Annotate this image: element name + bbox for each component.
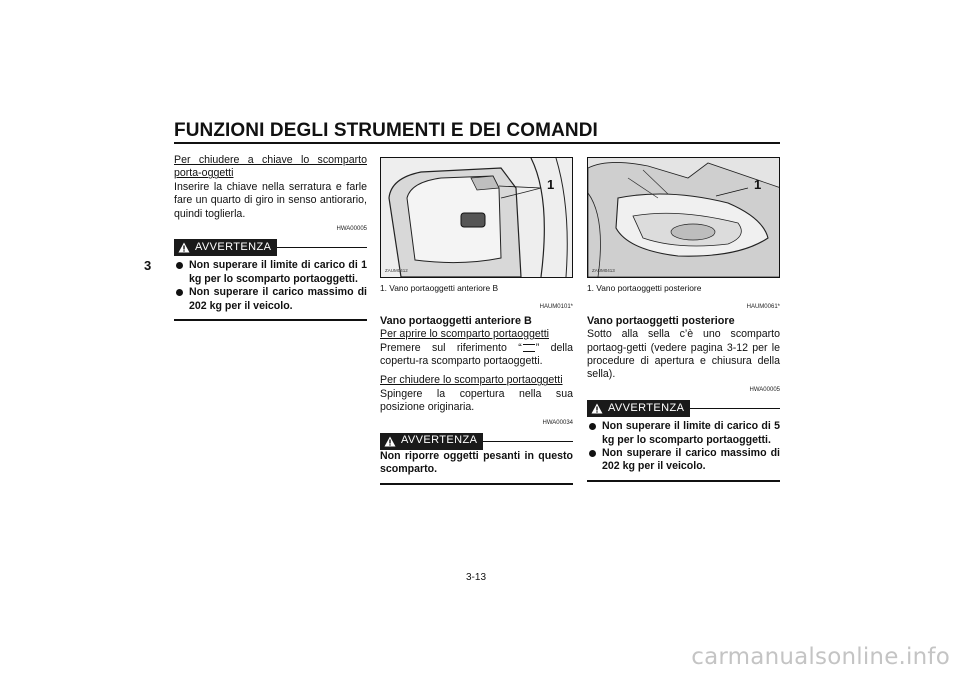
open-body-end: ” della copertu-ra scomparto portaoggetti. <box>380 341 573 368</box>
warning-triangle-icon <box>591 403 603 414</box>
warning-triangle-icon <box>178 242 190 253</box>
header-rule <box>174 142 780 144</box>
close-body: Spingere la copertura nella sua posizione originaria. <box>380 387 573 414</box>
warning-list <box>587 420 780 474</box>
close-subheading: Per chiudere lo scomparto portaoggetti <box>380 374 563 387</box>
warning-badge <box>174 239 277 256</box>
open-body <box>380 342 573 369</box>
open-subheading: Per aprire lo scomparto portaoggetti <box>380 328 549 341</box>
section-code: HAUM0061* <box>746 304 780 311</box>
figure-caption: 1. Vano portaoggetti anteriore B <box>380 283 499 293</box>
open-body-start: Premere sul riferimento “ <box>380 341 522 354</box>
warning-list <box>174 259 367 313</box>
watermark: carmanualsonline.info <box>691 644 950 670</box>
warning-header <box>587 399 780 417</box>
warning-rule <box>277 247 367 248</box>
rear-compartment-body: Sotto alla sella c’è uno scomparto portaog-getti (vedere pagina 3-12 per le procedure di apertura e chiusura della sella). <box>587 328 780 381</box>
section-code: HAUM0101* <box>539 304 573 311</box>
menu-icon <box>523 344 535 352</box>
section-title: Vano portaoggetti posteriore <box>587 314 735 327</box>
warning-text: Non riporre oggetti pesanti in questo scomparto. <box>380 450 573 476</box>
warning-rule <box>690 408 780 409</box>
warning-end-rule <box>587 480 780 482</box>
warning-badge <box>587 400 690 417</box>
warning-header <box>174 238 367 256</box>
list-item: Non superare il carico massimo di 202 kg per il veicolo. <box>587 447 780 474</box>
middle-column <box>380 157 573 485</box>
warning-header <box>380 432 573 450</box>
front-compartment-photo <box>380 157 573 278</box>
warning-end-rule <box>174 319 367 321</box>
figure-callout: 1 <box>754 177 762 192</box>
rear-compartment-illustration <box>588 158 780 277</box>
warning-label: AVVERTENZA <box>401 434 478 447</box>
warning-code: HWA00034 <box>542 419 573 426</box>
figure-code: ZAUM0412 <box>385 268 408 273</box>
page-number: 3-13 <box>466 572 487 583</box>
warning-end-rule <box>380 483 573 485</box>
lock-compartment-subheading: Per chiudere a chiave lo scomparto porta-oggetti <box>174 154 367 180</box>
section-title: Vano portaoggetti anteriore B <box>380 314 532 327</box>
chapter-number: 3 <box>144 258 152 273</box>
rear-compartment-photo <box>587 157 780 278</box>
warning-code: HWA00005 <box>749 386 780 393</box>
figure-code: ZAUM0413 <box>592 268 615 273</box>
right-column <box>587 157 780 482</box>
figure-callout: 1 <box>547 177 555 192</box>
list-item: Non superare il carico massimo di 202 kg per il veicolo. <box>174 286 367 313</box>
warning-code: HWA00005 <box>336 226 367 233</box>
warning-rule <box>483 441 573 442</box>
lock-compartment-body: Inserire la chiave nella serratura e farle fare un quarto di giro in senso antiorario, quindi toglierla. <box>174 180 367 220</box>
left-column <box>174 154 367 321</box>
warning-label: AVVERTENZA <box>608 401 685 414</box>
page-title: FUNZIONI DEGLI STRUMENTI E DEI COMANDI <box>174 120 598 141</box>
warning-triangle-icon <box>384 436 396 447</box>
warning-label: AVVERTENZA <box>195 240 272 253</box>
warning-badge <box>380 433 483 450</box>
figure-caption: 1. Vano portaoggetti posteriore <box>587 283 702 293</box>
front-compartment-illustration <box>381 158 573 277</box>
list-item: Non superare il limite di carico di 5 kg per lo scomparto portaoggetti. <box>587 420 780 447</box>
list-item: Non superare il limite di carico di 1 kg per lo scomparto portaoggetti. <box>174 259 367 286</box>
